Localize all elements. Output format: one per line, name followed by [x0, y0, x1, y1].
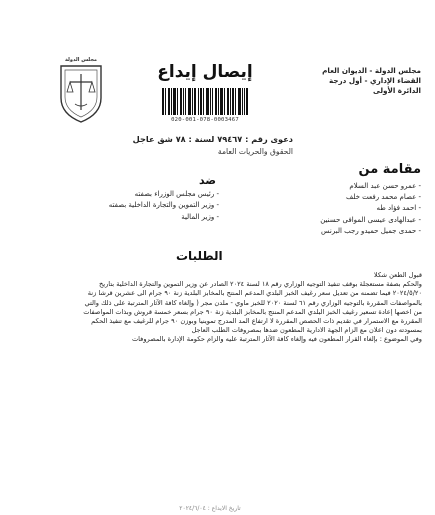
plaintiffs-heading: مقامة من: [358, 162, 421, 177]
defendant-item: - وزير المالية: [181, 212, 219, 221]
case-category: الحقوق والحريات العامة: [217, 147, 293, 156]
court-header: [301, 66, 421, 96]
court-line: مجلس الدولة - الديوان العام: [322, 66, 421, 75]
defendants-list: [59, 189, 219, 223]
request-line: بالمواصفات المقررة بالتوجيه الوزاري رقم ٦١ لسنة ٢٠٢٠ للخبز ماوي - ملدن مجر ( وإلغاء كافة الآثار المترتبة على ذلك والتي: [84, 298, 422, 307]
plaintiff-item: - احمد فؤاد طه: [376, 204, 421, 213]
request-line: ٢٠٢٤/٥/٢٠ فيما تضمنه من تعديل سعر رغيف الخبز البلدي المدعم المنتج بالمخابز البلدية زنة ٩٠ جرام الى عشرين قرشا زنة: [87, 289, 422, 298]
defendants-heading: ضد: [199, 174, 216, 187]
seal-caption: مجلس الدولة: [64, 57, 98, 63]
request-line: من اخصها إعادة تسعير رغيف الخبز البلدي المدعم المنتج بالمخابز البلدية زنة ٩٠ جرام بسعر خمسة قروش وبذات المواصفات: [83, 307, 422, 316]
requests-heading: الطلبات: [176, 249, 223, 263]
request-line: المقررة مع الاستمرار في تقديم ذات الحصص المقررة لا ارتفاع المد المدرج تموينيا وبوزن ٩٠ جرام للرغيف مع تنفيذ الحكم: [91, 317, 422, 326]
request-line: قبول الطعن شكلا: [373, 271, 422, 279]
court-line: الدائرة الأولى: [373, 86, 421, 95]
plaintiff-item: - حمدى جميل حميدو رجب البرنس: [320, 226, 421, 235]
plaintiff-item: - عصام محمد رفعت خلف: [346, 193, 421, 202]
barcode-number: 020-001-078-0003467: [171, 117, 239, 123]
court-line: القضاء الإداري - أول درجة: [328, 76, 421, 85]
footer-deposit-date: تاريخ الايداع : ٢٠٢٤/٦/٠٤: [179, 505, 241, 512]
defendant-item: - وزير التموين والتجارة الداخلية بصفته: [108, 201, 219, 210]
request-line: وفي الموضوع : بإلغاء القرار المطعون فيه وإلغاء كافة الآثار المترتبة عليه والزام حكومة الإدارة بالمصروفات: [131, 335, 422, 344]
case-number: دعوى رقم : ٧٩٤٦٧ لسنة : ٧٨ شق عاجل: [132, 134, 293, 144]
plaintiff-item: - عمرو حسن عبد السلام: [349, 182, 421, 190]
document-title: إيصال إيداع: [157, 62, 253, 82]
requests-body: [22, 271, 422, 345]
request-line: والحكم بصفة مستعجلة بوقف تنفيذ التوجيه الوزاري رقم ١٨ لسنة ٢٠٢٤ الصادر عن وزير التموين والتجارة الداخلية بتاريخ: [99, 280, 422, 289]
plaintiff-item: - عبدالهادى عيسى الموافى حسنين: [320, 215, 421, 224]
defendant-item: - رئيس مجلس الوزراء بصفته: [134, 190, 219, 198]
council-of-state-seal-icon: [57, 60, 105, 124]
plaintiffs-list: [281, 181, 421, 237]
barcode-icon: [162, 88, 248, 115]
request-line: بمسودته دون اعلان مع الزام الجهة الادارية المطعون ضدها بمصروفات الطلب العاجل: [191, 326, 422, 335]
